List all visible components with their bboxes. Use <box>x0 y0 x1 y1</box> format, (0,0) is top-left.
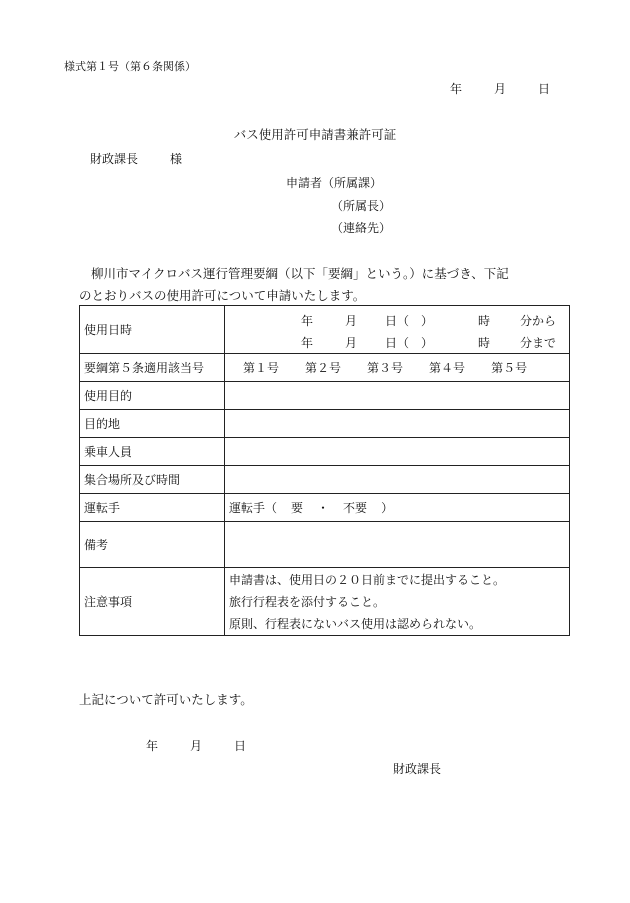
value-passengers[interactable] <box>225 438 570 466</box>
date-header <box>450 80 550 97</box>
until-month: 月 <box>345 335 358 350</box>
row-passengers <box>80 438 570 466</box>
body-line-1: 柳川市マイクロバス運行管理要綱（以下「要綱」という。）に基づき、下記 <box>91 266 509 281</box>
clause-option-3[interactable]: 第３号 <box>367 361 404 375</box>
driver-close: ） <box>381 501 394 515</box>
value-notes <box>225 568 570 636</box>
row-notes <box>80 568 570 636</box>
date-month: 月 <box>494 82 507 96</box>
label-usage-datetime: 使用日時 <box>80 306 225 354</box>
from-month: 月 <box>345 313 358 328</box>
row-clause <box>80 354 570 382</box>
clause-option-2[interactable]: 第２号 <box>305 361 342 375</box>
approval-date <box>146 737 246 754</box>
from-day: 日（ ） <box>385 313 434 328</box>
clause-option-5[interactable]: 第５号 <box>491 361 528 375</box>
application-table <box>79 305 570 636</box>
applicant-block <box>286 172 391 240</box>
driver-dot: ・ <box>317 501 330 515</box>
value-driver <box>225 494 570 522</box>
row-remarks <box>80 522 570 568</box>
until-minute: 分まで <box>520 335 557 350</box>
driver-prefix: 運転手（ <box>229 501 278 515</box>
value-clause <box>225 354 570 382</box>
date-day: 日 <box>538 82 551 96</box>
row-purpose <box>80 382 570 410</box>
value-destination[interactable] <box>225 410 570 438</box>
form-number: 様式第１号（第６条関係） <box>64 60 196 73</box>
driver-required[interactable]: 要 <box>291 501 304 515</box>
addressee <box>90 150 182 167</box>
approval-text: 上記について許可いたします。 <box>79 692 253 707</box>
addressee-name: 財政課長 <box>90 152 139 166</box>
note-line-3: 原則、行程表にないバス使用は認められない。 <box>229 616 482 631</box>
clause-option-1[interactable]: 第１号 <box>243 361 280 375</box>
from-hour: 時 <box>478 313 491 328</box>
label-passengers: 乗車人員 <box>80 438 225 466</box>
value-purpose[interactable] <box>225 382 570 410</box>
driver-not-required[interactable]: 不要 <box>343 501 368 515</box>
label-remarks: 備考 <box>80 522 225 568</box>
value-remarks[interactable] <box>225 522 570 568</box>
row-destination <box>80 410 570 438</box>
approval-day: 日 <box>234 739 247 753</box>
clause-option-4[interactable]: 第４号 <box>429 361 466 375</box>
row-usage-datetime <box>80 306 570 354</box>
body-line-2: のとおりバスの使用許可について申請いたします。 <box>79 287 366 303</box>
applicant-department: 申請者（所属課） <box>286 176 383 190</box>
row-meeting <box>80 466 570 494</box>
approval-year: 年 <box>146 739 159 753</box>
note-line-2: 旅行行程表を添付すること。 <box>229 594 386 609</box>
until-year: 年 <box>301 335 314 350</box>
label-destination: 目的地 <box>80 410 225 438</box>
date-year: 年 <box>450 82 463 96</box>
from-minute: 分から <box>520 313 557 328</box>
addressee-honorific: 様 <box>170 152 183 166</box>
from-year: 年 <box>301 313 314 328</box>
approval-signer: 財政課長 <box>393 762 442 776</box>
applicant-contact: （連絡先） <box>331 221 392 235</box>
usage-from-line <box>229 308 565 330</box>
label-purpose: 使用目的 <box>80 382 225 410</box>
label-meeting: 集合場所及び時間 <box>80 466 225 494</box>
note-line-1: 申請書は、使用日の２０日前までに提出すること。 <box>229 572 506 587</box>
document-title: バス使用許可申請書兼許可証 <box>233 127 397 142</box>
applicant-chief: （所属長） <box>331 198 392 213</box>
label-notes: 注意事項 <box>80 568 225 636</box>
until-hour: 時 <box>478 335 491 350</box>
label-driver: 運転手 <box>80 494 225 522</box>
usage-until-line <box>229 330 565 352</box>
value-usage-datetime[interactable] <box>225 306 570 354</box>
row-driver <box>80 494 570 522</box>
value-meeting[interactable] <box>225 466 570 494</box>
until-day: 日（ ） <box>385 335 434 350</box>
body-paragraph <box>79 263 509 306</box>
approval-month: 月 <box>190 739 203 753</box>
label-clause: 要綱第５条適用該当号 <box>80 354 225 382</box>
